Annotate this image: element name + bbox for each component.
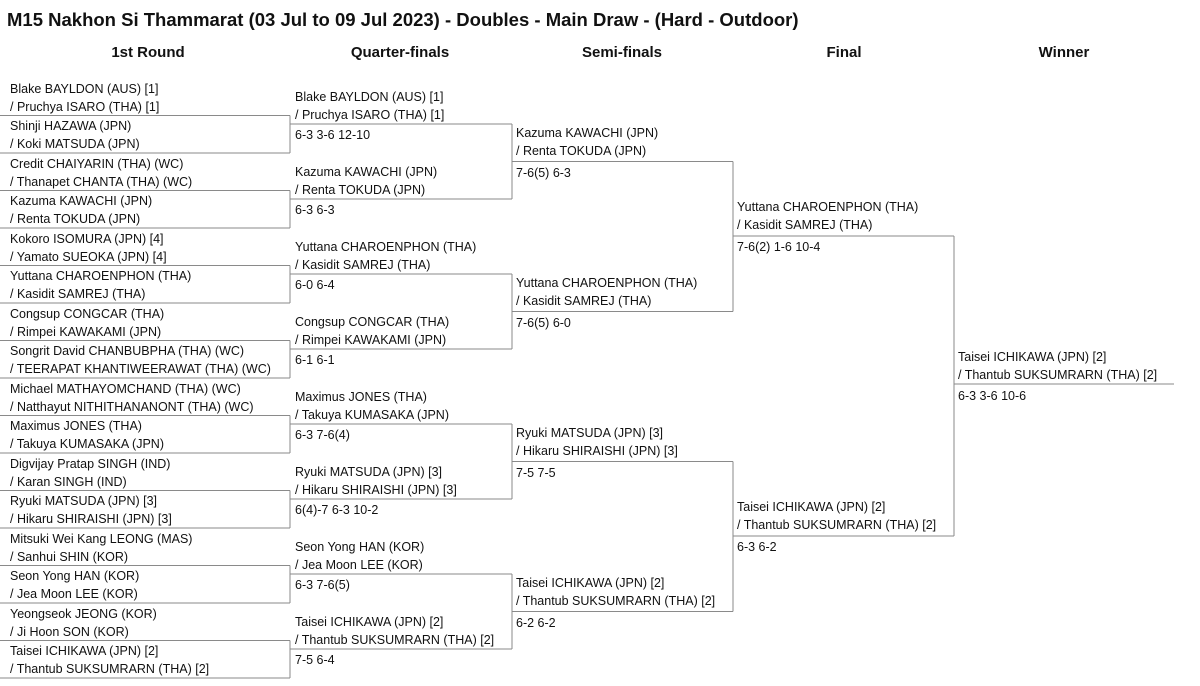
player-2-name: / Thantub SUKSUMRARN (THA) [2]: [516, 593, 716, 608]
r1-entry: [10, 455, 170, 491]
winner-entry: [958, 348, 1157, 384]
player-1-name: Blake BAYLDON (AUS) [1]: [295, 90, 444, 104]
round-header-final: Final: [826, 44, 862, 61]
player-1-name: Kazuma KAWACHI (JPN): [10, 194, 153, 208]
sf-entry: [516, 124, 658, 160]
sf-entry: [516, 424, 678, 460]
player-1-name: Seon Yong HAN (KOR): [10, 569, 140, 583]
player-2-name: / Kasidit SAMREJ (THA): [295, 258, 431, 272]
qf-score: 6-3 3-6 12-10: [295, 128, 371, 142]
r1-entry: [10, 492, 172, 528]
player-2-name: / Koki MATSUDA (JPN): [10, 137, 140, 151]
qf-entry: [295, 163, 437, 199]
player-1-name: Ryuki MATSUDA (JPN) [3]: [516, 425, 664, 440]
qf-score: 6-3 7-6(5): [295, 578, 350, 592]
sf-score: 6-2 6-2: [516, 615, 556, 630]
round-header-1st-round: 1st Round: [111, 44, 185, 61]
player-1-name: Taisei ICHIKAWA (JPN) [2]: [10, 644, 159, 658]
r1-entry: [10, 567, 139, 603]
qf-entry: [295, 463, 457, 499]
player-2-name: / Thanapet CHANTA (THA) (WC): [10, 174, 193, 189]
qf-score: 7-5 6-4: [295, 653, 335, 667]
qf-entry: [295, 388, 449, 424]
sf-score: 7-6(5) 6-0: [516, 315, 571, 330]
player-1-name: Yuttana CHAROENPHON (THA): [516, 275, 698, 290]
player-2-name: / Thantub SUKSUMRARN (THA) [2]: [958, 368, 1158, 382]
r1-entry: [10, 267, 191, 303]
player-1-name: Yuttana CHAROENPHON (THA): [737, 200, 919, 214]
r1-entry: [10, 530, 192, 566]
player-1-name: Yuttana CHAROENPHON (THA): [10, 269, 192, 283]
player-2-name: / Yamato SUEOKA (JPN) [4]: [10, 249, 167, 264]
r1-entry: [10, 230, 167, 266]
player-2-name: / Hikaru SHIRAISHI (JPN) [3]: [516, 443, 678, 458]
player-2-name: / Hikaru SHIRAISHI (JPN) [3]: [295, 483, 457, 497]
qf-entry: [295, 613, 494, 649]
player-1-name: Maximus JONES (THA): [10, 419, 142, 433]
winner-score: 6-3 3-6 10-6: [958, 389, 1027, 403]
player-1-name: Mitsuki Wei Kang LEONG (MAS): [10, 531, 193, 546]
player-2-name: / Renta TOKUDA (JPN): [10, 212, 141, 226]
player-1-name: Kokoro ISOMURA (JPN) [4]: [10, 231, 164, 246]
player-1-name: Songrit David CHANBUBPHA (THA) (WC): [10, 344, 245, 358]
r1-entry: [10, 192, 152, 228]
qf-entry: [295, 238, 476, 274]
player-2-name: / Ji Hoon SON (KOR): [10, 624, 129, 639]
player-1-name: Congsup CONGCAR (THA): [295, 315, 450, 329]
player-2-name: / Hikaru SHIRAISHI (JPN) [3]: [10, 512, 172, 526]
player-2-name: / TEERAPAT KHANTIWEERAWAT (THA) (WC): [10, 362, 271, 376]
player-2-name: / Kasidit SAMREJ (THA): [737, 218, 873, 232]
qf-score: 6(4)-7 6-3 10-2: [295, 503, 379, 517]
qf-entry: [295, 313, 449, 349]
player-1-name: Shinji HAZAWA (JPN): [10, 119, 132, 133]
round-header-semi-finals: Semi-finals: [581, 44, 663, 61]
player-1-name: Kazuma KAWACHI (JPN): [295, 165, 438, 179]
player-2-name: / Jea Moon LEE (KOR): [295, 558, 423, 572]
player-2-name: / Rimpei KAWAKAMI (JPN): [295, 333, 447, 347]
r1-entry: [10, 380, 254, 416]
sf-score: 7-5 7-5: [516, 465, 556, 480]
r1-entry: [10, 117, 140, 153]
r1-entry: [10, 605, 157, 641]
r1-entry: [10, 642, 209, 678]
player-2-name: / Kasidit SAMREJ (THA): [10, 287, 146, 301]
round-header-winner: Winner: [1038, 44, 1090, 61]
player-1-name: Seon Yong HAN (KOR): [295, 540, 425, 554]
player-2-name: / Pruchya ISARO (THA) [1]: [10, 99, 160, 114]
r1-entry: [10, 155, 192, 191]
player-2-name: / Pruchya ISARO (THA) [1]: [295, 108, 445, 122]
r1-entry: [10, 342, 271, 378]
r1-entry: [10, 80, 159, 116]
qf-score: 6-1 6-1: [295, 353, 335, 367]
player-2-name: / Thantub SUKSUMRARN (THA) [2]: [295, 633, 495, 647]
player-1-name: Congsup CONGCAR (THA): [10, 306, 165, 321]
r1-entry: [10, 305, 164, 341]
qf-score: 6-3 6-3: [295, 203, 335, 217]
player-1-name: Ryuki MATSUDA (JPN) [3]: [10, 494, 158, 508]
player-2-name: / Renta TOKUDA (JPN): [295, 183, 426, 197]
sf-entry: [516, 274, 697, 310]
player-1-name: Taisei ICHIKAWA (JPN) [2]: [958, 350, 1107, 364]
sf-score: 7-6(5) 6-3: [516, 165, 571, 180]
page-title: M15 Nakhon Si Thammarat (03 Jul to 09 Jul 2023) - Doubles - Main Draw - (Hard - Outdoor): [7, 9, 799, 30]
player-2-name: / Thantub SUKSUMRARN (THA) [2]: [10, 662, 210, 676]
round-header-quarter-finals: Quarter-finals: [350, 44, 450, 61]
player-1-name: Digvijay Pratap SINGH (IND): [10, 456, 171, 471]
qf-entry: [295, 538, 424, 574]
player-1-name: Taisei ICHIKAWA (JPN) [2]: [295, 615, 444, 629]
player-2-name: / Renta TOKUDA (JPN): [516, 143, 647, 158]
player-1-name: Blake BAYLDON (AUS) [1]: [10, 81, 159, 96]
final-score: 6-3 6-2: [737, 540, 777, 554]
player-2-name: / Rimpei KAWAKAMI (JPN): [10, 324, 162, 339]
player-1-name: Credit CHAIYARIN (THA) (WC): [10, 156, 184, 171]
final-score: 7-6(2) 1-6 10-4: [737, 240, 821, 254]
player-1-name: Kazuma KAWACHI (JPN): [516, 125, 659, 140]
player-2-name: / Takuya KUMASAKA (JPN): [295, 408, 449, 422]
player-1-name: Yuttana CHAROENPHON (THA): [295, 240, 477, 254]
player-1-name: Yeongseok JEONG (KOR): [10, 606, 157, 621]
final-entry: [737, 498, 936, 534]
player-2-name: / Natthayut NITHITHANANONT (THA) (WC): [10, 399, 254, 414]
player-1-name: Taisei ICHIKAWA (JPN) [2]: [516, 575, 665, 590]
sf-entry: [516, 574, 715, 610]
player-2-name: / Takuya KUMASAKA (JPN): [10, 437, 164, 451]
player-2-name: / Jea Moon LEE (KOR): [10, 587, 138, 601]
qf-score: 6-0 6-4: [295, 278, 335, 292]
qf-score: 6-3 7-6(4): [295, 428, 350, 442]
player-2-name: / Thantub SUKSUMRARN (THA) [2]: [737, 518, 937, 532]
player-2-name: / Kasidit SAMREJ (THA): [516, 293, 652, 308]
player-2-name: / Karan SINGH (IND): [10, 474, 127, 489]
player-1-name: Maximus JONES (THA): [295, 390, 427, 404]
player-1-name: Taisei ICHIKAWA (JPN) [2]: [737, 500, 886, 514]
player-1-name: Michael MATHAYOMCHAND (THA) (WC): [10, 381, 241, 396]
final-entry: [737, 198, 918, 234]
r1-entry: [10, 417, 164, 453]
qf-entry: [295, 88, 444, 124]
player-2-name: / Sanhui SHIN (KOR): [10, 549, 129, 564]
player-1-name: Ryuki MATSUDA (JPN) [3]: [295, 465, 443, 479]
